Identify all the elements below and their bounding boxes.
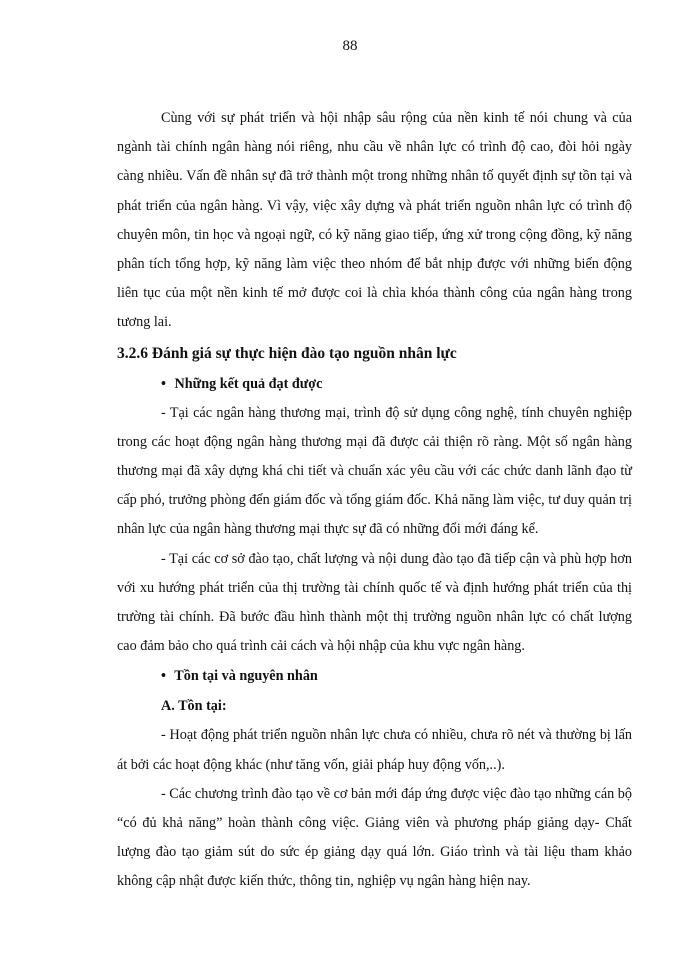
paragraph-commercial-banks: - Tại các ngân hàng thương mại, trình độ sử dụng công nghệ, tính chuyên nghiệp trong các hoạt động ngân hàng thương mại đã được cải thiện rõ ràng. Một số ngân hàng thương mại đã xây dựng khá chi tiết và chuẩn xác yêu cầu với các chức danh lãnh đạo từ cấp phó, trưởng phòng đến giám đốc và tổng giám đốc. Khả năng làm việc, tư duy quản trị nhân lực của ngân hàng thương mại thực sự đã có những đổi mới đáng kể. bbox=[117, 404, 632, 538]
bullet-achievements bbox=[117, 369, 632, 399]
bullet-icon: • bbox=[161, 668, 166, 685]
bullet-icon: • bbox=[161, 375, 166, 392]
page-content bbox=[117, 104, 632, 897]
bullet-shortcomings bbox=[117, 661, 632, 691]
bullet-shortcomings-label: Tồn tại và nguyên nhân bbox=[174, 668, 318, 685]
subheading-a: A. Tồn tại: bbox=[161, 698, 227, 715]
paragraph-training-institutions: - Tại các cơ sở đào tạo, chất lượng và nội dung đào tạo đã tiếp cận và phù hợp hơn với xu hướng phát triển của thị trường tài chính quốc tế và định hướng phát triển của thị trường tài chính. Đã bước đầu hình thành một thị trường nguồn nhân lực có chất lượng cao đảm bảo cho quá trình cải cách và hội nhập của khu vực ngân hàng. bbox=[117, 550, 632, 655]
bullet-achievements-label: Những kết quả đạt được bbox=[174, 375, 323, 392]
section-heading: 3.2.6 Đánh giá sự thực hiện đào tạo nguồn nhân lực bbox=[117, 344, 457, 362]
page-number: 88 bbox=[342, 38, 358, 54]
paragraph-training-programs: - Các chương trình đào tạo về cơ bản mới đáp ứng được việc đào tạo những cán bộ “có đủ khả năng” hoàn thành công việc. Giảng viên và phương pháp giảng dạy- Chất lượng đào tạo giảm sút do sức ép giảng dạy quá lớn. Giáo trình và tài liệu tham khảo không cập nhật được kiến thức, thông tin, nghiệp vụ ngân hàng hiện nay. bbox=[117, 785, 632, 890]
paragraph-intro: Cùng với sự phát triển và hội nhập sâu rộng của nền kinh tế nói chung và của ngành tài chính ngân hàng nói riêng, nhu cầu về nhân lực có trình độ cao, đòi hỏi ngày càng nhiều. Vấn đề nhân sự đã trở thành một trong những nhân tố quyết định sự tồn tại và phát triển của ngân hàng. Vì vậy, việc xây dựng và phát triển nguồn nhân lực có trình độ chuyên môn, tin học và ngoại ngữ, có kỹ năng giao tiếp, ứng xử trong cộng đồng, kỹ năng phân tích tổng hợp, kỹ năng làm việc theo nhóm để bắt nhịp được với những biến động liên tục của một nền kinh tế mở được coi là chìa khóa thành công của ngân hàng trong tương lai. bbox=[117, 110, 632, 331]
paragraph-hr-activities: - Hoạt động phát triển nguồn nhân lực chưa có nhiều, chưa rõ nét và thường bị lấn át bởi các hoạt động khác (như tăng vốn, giải pháp huy động vốn,..). bbox=[117, 727, 632, 773]
